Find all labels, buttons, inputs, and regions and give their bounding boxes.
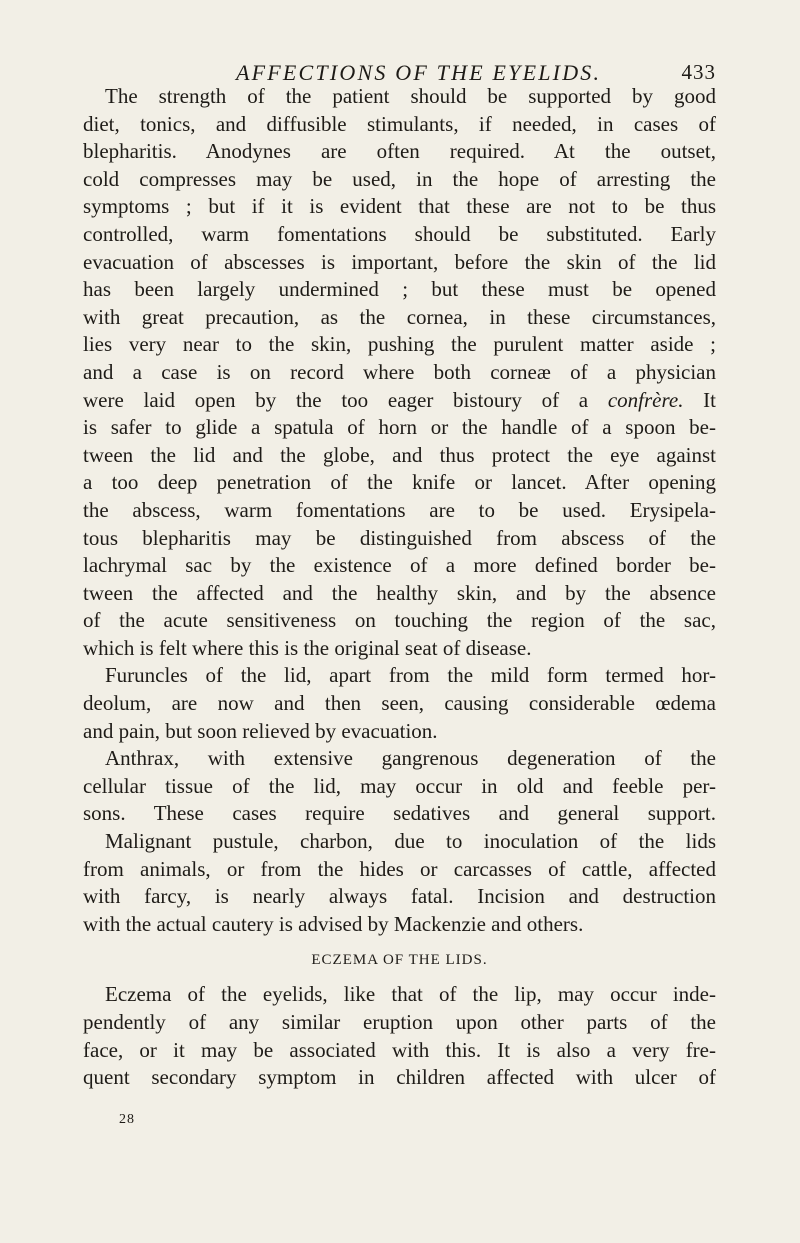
text-line: and a case is on record where both corneæ of a physician — [83, 359, 716, 384]
text-line: has been largely undermined ; but these must be opened — [83, 277, 716, 302]
text-line: with the actual cautery is advised by Mackenzie and others. — [83, 911, 584, 936]
running-title: AFFECTIONS OF THE EYELIDS. — [236, 60, 602, 85]
signature-mark: 28 — [119, 1112, 135, 1127]
text-line: cellular tissue of the lid, may occur in old and feeble per- — [83, 773, 716, 798]
text-line: face, or it may be associated with this. It is also a very fre- — [83, 1037, 716, 1062]
text-line: tween the affected and the healthy skin, and by the absence — [83, 580, 716, 605]
text-line: Furuncles of the lid, apart from the mild form termed hor- — [105, 663, 716, 688]
text-line: lies very near to the skin, pushing the purulent matter aside ; — [83, 332, 716, 357]
text-line: The strength of the patient should be supported by good — [105, 84, 716, 108]
text-segment: were laid open by the too eager bistoury of a — [83, 387, 608, 412]
text-line: quent secondary symptom in children affected with ulcer of — [83, 1065, 716, 1090]
text-line: deolum, are now and then seen, causing considerable œdema — [83, 691, 716, 716]
text-line: Eczema of the eyelids, like that of the lip, may occur inde- — [105, 982, 716, 1007]
text-line: lachrymal sac by the existence of a more defined border be- — [83, 553, 716, 578]
text-line: pendently of any similar eruption upon other parts of the — [83, 1010, 716, 1034]
text-line: a too deep penetration of the knife or lancet. After opening — [83, 470, 716, 495]
text-line: tween the lid and the globe, and thus protect the eye against — [83, 442, 716, 467]
text-line: controlled, warm fomentations should be substituted. Early — [83, 221, 716, 246]
page-number: 433 — [681, 60, 716, 84]
text-line: diet, tonics, and diffusible stimulants, if needed, in cases of — [83, 111, 716, 136]
section-heading: ECZEMA OF THE LIDS. — [311, 952, 488, 969]
text-line: evacuation of abscesses is important, before the skin of the lid — [83, 249, 716, 274]
text-line-with-italic — [83, 387, 716, 415]
text-line: Malignant pustule, charbon, due to inoculation of the lids — [105, 829, 716, 854]
text-line: which is felt where this is the original seat of disease. — [83, 635, 532, 660]
text-line: is safer to glide a spatula of horn or the handle of a spoon be- — [83, 415, 716, 440]
text-line: and pain, but soon relieved by evacuation. — [83, 718, 438, 743]
text-line: from animals, or from the hides or carcasses of cattle, affected — [83, 856, 716, 881]
text-line: tous blepharitis may be distinguished from abscess of the — [83, 525, 716, 550]
text-line: sons. These cases require sedatives and general support. — [83, 801, 716, 826]
text-segment: It — [683, 387, 716, 412]
italic-word: confrère. — [607, 387, 684, 412]
text-line: with great precaution, as the cornea, in these circumstances, — [83, 304, 716, 329]
text-line: with farcy, is nearly always fatal. Incision and destruction — [83, 884, 716, 909]
text-line: blepharitis. Anodynes are often required. At the outset, — [83, 139, 716, 164]
text-line: cold compresses may be used, in the hope of arresting the — [83, 166, 716, 191]
text-line: Anthrax, with extensive gangrenous degeneration of the — [105, 746, 716, 771]
body-text — [83, 83, 716, 1092]
text-line: of the acute sensitiveness on touching the region of the sac, — [83, 608, 716, 633]
text-line: symptoms ; but if it is evident that these are not to be thus — [83, 194, 716, 219]
text-line: the abscess, warm fomentations are to be used. Erysipela- — [83, 497, 716, 522]
